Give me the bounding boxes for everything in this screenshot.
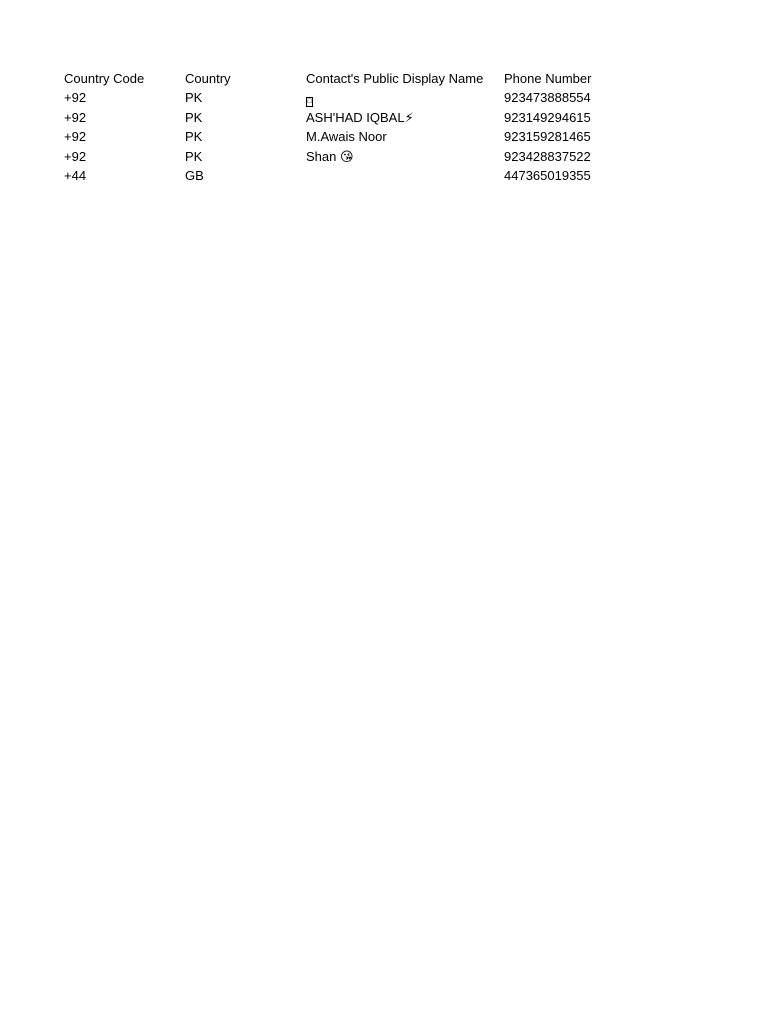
display-name-cell: [306, 166, 504, 185]
phone-number-cell: 447365019355: [504, 167, 591, 183]
country-cell: PK: [185, 90, 203, 106]
display-name-cell: [306, 88, 504, 107]
country-code-cell: +92: [64, 90, 87, 106]
display-name-cell: M.Awais Noor: [306, 129, 387, 145]
table-row: [64, 147, 624, 166]
header-display-name: Contact's Public Display Name: [306, 71, 484, 86]
country-cell: PK: [185, 148, 203, 164]
header-row: [64, 69, 624, 88]
contacts-table: [64, 69, 624, 185]
country-code-cell: +44: [64, 167, 87, 183]
phone-number-cell: 923159281465: [504, 129, 591, 145]
phone-number-cell: 923149294615: [504, 109, 591, 125]
table-row: [64, 108, 624, 127]
country-code-cell: +92: [64, 148, 87, 164]
missing-glyph-icon: □: [307, 98, 312, 106]
header-country: Country: [185, 71, 231, 86]
display-name-cell: Shan 😘: [306, 148, 354, 164]
table-row: [64, 127, 624, 146]
display-name-cell: ASH'HAD IQBAL⚡: [306, 109, 414, 125]
country-code-cell: +92: [64, 109, 87, 125]
table-row: [64, 166, 624, 185]
country-code-cell: +92: [64, 129, 87, 145]
table-row: [64, 88, 624, 107]
phone-number-cell: 923428837522: [504, 148, 591, 164]
country-cell: GB: [185, 167, 204, 183]
phone-number-cell: 923473888554: [504, 90, 591, 106]
header-phone-number: Phone Number: [504, 71, 592, 86]
country-cell: PK: [185, 109, 203, 125]
country-cell: PK: [185, 129, 203, 145]
header-country-code: Country Code: [64, 71, 145, 86]
